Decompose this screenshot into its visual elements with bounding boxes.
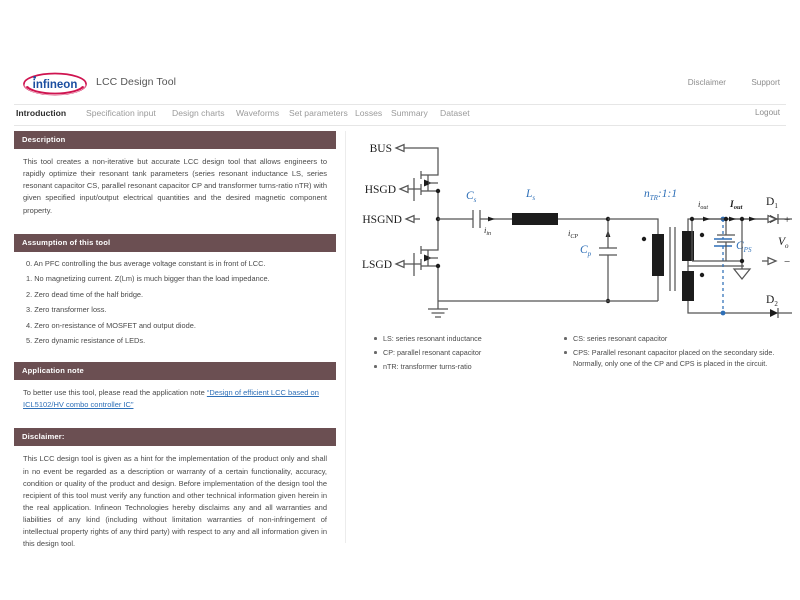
application-note-link[interactable]: “Design of efficient LCC based on ICL5102/HV combo controller IC” <box>23 388 319 410</box>
assumption-item: 4. Zero on-resistance of MOSFET and output diode. <box>26 320 196 330</box>
label-ls: $L_s$ <box>526 188 536 202</box>
label-ntr: $n_{TR}:1:1$ <box>644 188 678 202</box>
capacitor-cs <box>438 210 512 228</box>
support-link[interactable]: Support <box>751 78 780 87</box>
application-note-text: To better use this tool, please read the application note <box>23 388 207 398</box>
legend-text: CS: series resonant capacitor <box>573 334 668 343</box>
assumption-header: Assumption of this tool <box>14 234 336 252</box>
spacer <box>14 419 336 428</box>
node <box>436 189 440 193</box>
label-i-out-small: $i_{out}$ <box>698 199 709 211</box>
disclaimer-header: Disclaimer: <box>14 428 336 446</box>
application-note-header: Application note <box>14 362 336 380</box>
logout-link[interactable]: Logout <box>754 108 780 117</box>
label-d1: $D_1$ <box>766 196 778 210</box>
legend-item <box>372 361 562 372</box>
description-body: This tool creates a non-iterative but accurate LCC design tool that allows engineers to rapidly optimize their resonant tank parameters (series resonant inductance LS, series resonant capacitor CS, parallel resonant capacitor CP and transformer turns-ratio nTR) with given specified input/output electrical quantities and the desired magnetic component property. <box>23 157 327 215</box>
tab-introduction[interactable]: Introduction <box>16 108 67 118</box>
description-header: Description <box>14 131 336 149</box>
bullet-icon <box>374 337 377 340</box>
assumption-item: 2. Zero dead time of the half bridge. <box>26 289 144 299</box>
assumption-item: 1. No magnetizing current. Z(Lm) is much bigger than the load impedance. <box>26 274 270 284</box>
legend-text: nTR: transformer turns-ratio <box>383 362 472 372</box>
bullet-icon <box>374 365 377 368</box>
tab-specification-input[interactable]: Specification input <box>86 108 156 118</box>
inductor-ls <box>512 213 608 225</box>
bullet-icon <box>564 337 567 340</box>
label-vo: $V_o$ <box>778 236 789 250</box>
terminal-lsgd-flag <box>396 261 410 268</box>
assumption-item: 5. Zero dynamic resistance of LEDs. <box>26 336 146 346</box>
bullet-icon <box>564 351 567 354</box>
terminal-hsgd-flag <box>400 186 414 193</box>
legend-item <box>372 347 562 358</box>
disclaimer-body: This LCC design tool is given as a hint for the implementation of the product only and shall in no event be regarded as a description or warranty of a certain functionality, accuracy, condition or quality of the product and design. Before implementation of the design tool the recipient of this tool must verify any function and other technical information given herein in the real application. Infineon Technologies hereby disclaims any and all warranties and liabilities of any kind (including without limitation warranties of non-infringement of intellectual property rights of any third party) with respect to any and all information given in this design tool. <box>23 454 327 549</box>
label-i-in: $i_{in}$ <box>484 225 492 237</box>
primary-ground-symbol <box>428 301 448 317</box>
spacer <box>14 225 336 234</box>
spacer <box>14 353 336 362</box>
assumption-list <box>14 252 336 353</box>
application-note-body <box>14 380 336 419</box>
legend-text: CP: parallel resonant capacitor <box>383 348 482 358</box>
arrow-i-in <box>488 217 495 222</box>
tab-summary[interactable]: Summary <box>391 108 428 118</box>
legend-item <box>562 347 782 369</box>
tab-design-charts[interactable]: Design charts <box>172 108 225 118</box>
tab-set-parameters[interactable]: Set parameters <box>289 108 348 118</box>
tab-losses[interactable]: Losses <box>355 108 383 118</box>
label-cs: $C_s$ <box>466 190 477 204</box>
output-stage <box>690 195 796 295</box>
label-lsgd: LSGD <box>361 259 392 271</box>
terminal-hsgnd-flag <box>406 216 420 223</box>
terminal-bus-flag <box>396 145 410 152</box>
legend-text: LS: series resonant inductance <box>383 334 482 343</box>
assumption-item: 0. An PFC controlling the bus average voltage constant is in front of LCC. <box>26 258 266 268</box>
legend-column-left <box>372 333 562 375</box>
label-d2: $D_2$ <box>766 294 778 308</box>
disclaimer-link[interactable]: Disclaimer <box>687 78 726 87</box>
infineon-logo[interactable] <box>22 72 88 96</box>
main-nav <box>0 105 800 125</box>
label-hsgnd: HSGND <box>362 214 402 226</box>
legend-column-right <box>562 333 782 372</box>
label-plus: + <box>784 214 791 226</box>
high-side-mosfet <box>410 148 438 219</box>
legend-item <box>562 333 782 344</box>
label-bus: BUS <box>369 143 392 155</box>
label-hsgd: HSGD <box>364 184 396 196</box>
svg-text:infineon: infineon <box>32 78 78 91</box>
nav-divider <box>14 125 786 126</box>
node <box>436 264 440 268</box>
legend-text: CPS: Parallel resonant capacitor placed on the secondary side. Normally, only one of the CP and CPS is placed in the circuit. <box>573 348 775 369</box>
low-side-mosfet <box>410 219 438 301</box>
label-cps: $C_{PS}$ <box>736 240 752 254</box>
label-cp: $C_p$ <box>580 244 592 258</box>
tab-dataset[interactable]: Dataset <box>440 108 470 118</box>
app-title: LCC Design Tool <box>96 76 177 88</box>
label-i-cp: $i_{CP}$ <box>568 228 579 240</box>
tab-waveforms[interactable]: Waveforms <box>236 108 280 118</box>
panel-divider <box>345 131 346 543</box>
capacitor-cp <box>599 219 617 301</box>
left-content-panel <box>14 131 336 559</box>
assumption-item: 3. Zero transformer loss. <box>26 305 107 315</box>
label-i-out-large: $I_{out}$ <box>730 200 743 211</box>
legend-item <box>372 333 562 344</box>
bullet-icon <box>374 351 377 354</box>
app-header <box>0 68 800 104</box>
label-minus: − <box>784 256 791 268</box>
